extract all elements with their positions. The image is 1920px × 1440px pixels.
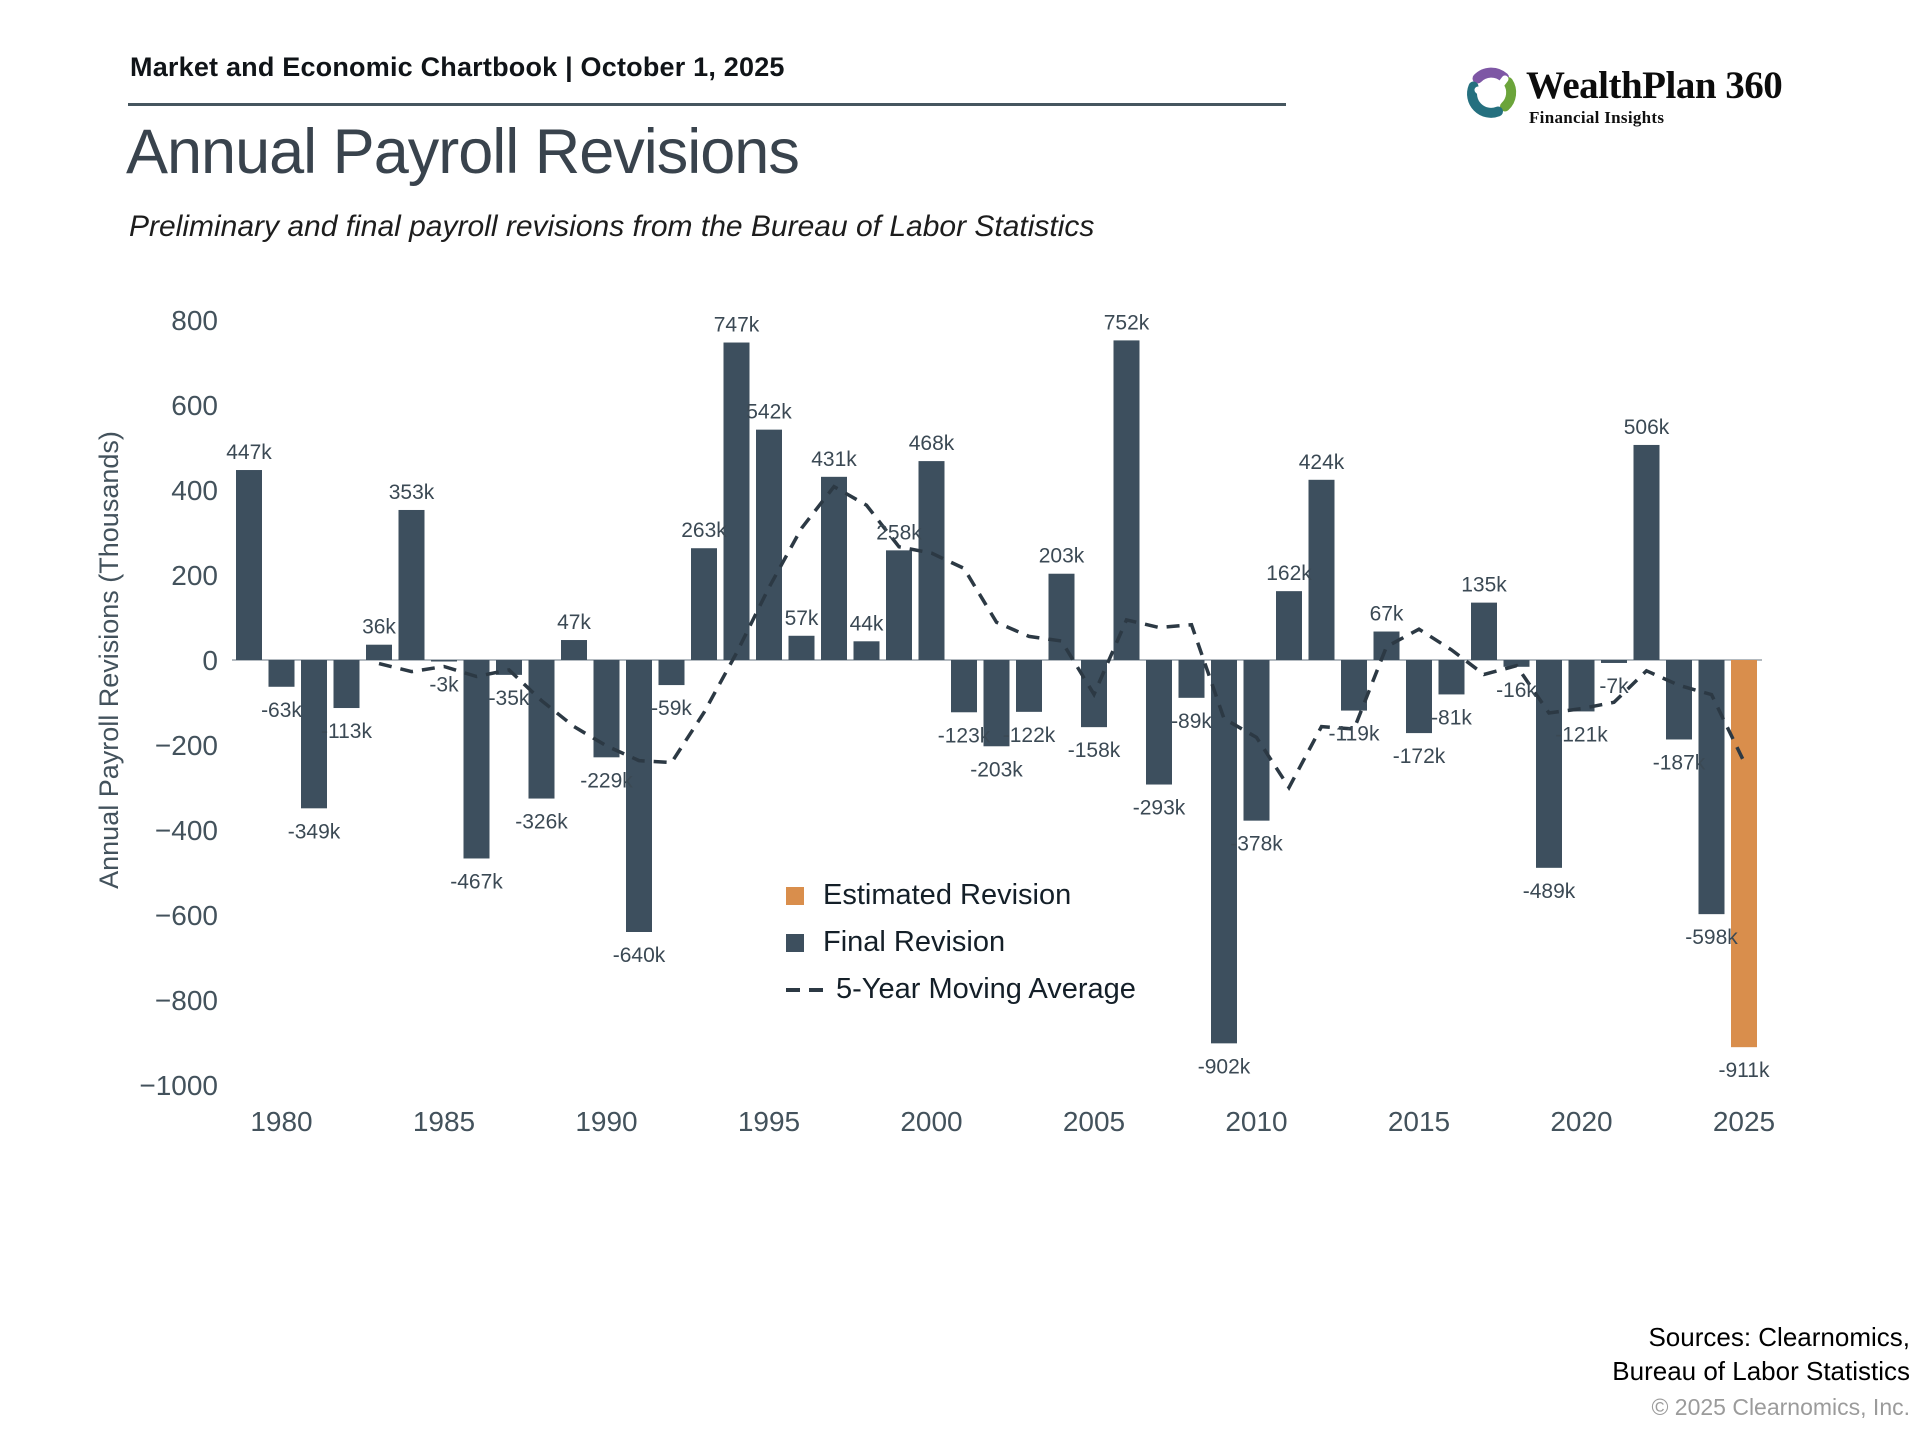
bar-value-label: -158k (1067, 739, 1121, 763)
bar-2001 (951, 660, 977, 712)
bar-1980 (269, 660, 295, 687)
report-header: Market and Economic Chartbook | October 1, 2025 (130, 52, 785, 82)
bar-value-label: 135k (1461, 573, 1507, 597)
bar-value-label: 57k (784, 606, 819, 630)
x-tick-label: 1985 (412, 1106, 476, 1137)
bar-value-label: -7k (1599, 674, 1629, 698)
x-tick-label: 1995 (737, 1106, 801, 1137)
legend-label-final: Final Revision (823, 926, 1006, 958)
bar-1983 (366, 645, 392, 660)
bar-value-label: 67k (1369, 602, 1404, 626)
bar-2006 (1114, 340, 1140, 660)
bar-value-label: -326k (515, 810, 568, 834)
bar-value-label: -35k (488, 686, 530, 710)
x-tick-label: 2005 (1062, 1106, 1126, 1137)
sources-line-2: Bureau of Labor Statistics (1612, 1356, 1910, 1387)
y-axis-title: Annual Payroll Revisions (Thousands) (94, 431, 124, 889)
bar-2003 (1016, 660, 1042, 712)
bar-value-label: -467k (450, 870, 503, 894)
bar-value-label: 44k (849, 612, 884, 636)
bar-1982 (334, 660, 360, 708)
bar-value-label: -119k (1328, 722, 1380, 746)
page-subtitle: Preliminary and final payroll revisions from the Bureau of Labor Statistics (129, 210, 1095, 243)
bar-1999 (886, 550, 912, 660)
bar-1986 (464, 660, 490, 858)
bar-1988 (529, 660, 555, 799)
bar-value-label: -229k (580, 769, 633, 793)
bar-value-label: -293k (1132, 796, 1186, 820)
footer (1612, 1320, 1910, 1421)
bar-2008 (1179, 660, 1205, 698)
legend-item-moving-average (786, 966, 1136, 1013)
bar-value-label: 263k (681, 519, 727, 543)
bar-2017 (1471, 603, 1497, 660)
bar-value-label: -349k (287, 820, 341, 844)
bar-value-label: 468k (908, 432, 955, 456)
y-tick-label: −800 (154, 985, 218, 1016)
bar-value-label: 752k (1103, 311, 1150, 335)
bar-value-label: 47k (557, 611, 591, 635)
bar-value-label: -123k (937, 724, 991, 748)
bar-value-label: 431k (811, 447, 857, 471)
bar-value-label: -203k (970, 758, 1023, 782)
bar-2020 (1569, 660, 1595, 711)
bar-1997 (821, 477, 847, 660)
bar-value-label: 447k (226, 441, 272, 465)
bar-1987 (496, 660, 522, 675)
legend-label-moving-average: 5-Year Moving Average (836, 973, 1136, 1005)
bar-value-label: -187k (1652, 751, 1706, 775)
bar-value-label: 36k (362, 615, 396, 639)
bar-2023 (1666, 660, 1692, 739)
y-tick-label: 800 (171, 305, 218, 336)
bar-2011 (1276, 591, 1302, 660)
bar-2012 (1309, 480, 1335, 660)
bar-value-label: -902k (1197, 1055, 1251, 1079)
bar-value-label: -122k (1002, 723, 1056, 747)
bar-value-label: -81k (1431, 706, 1472, 730)
y-tick-label: 200 (171, 560, 218, 591)
page-title: Annual Payroll Revisions (126, 117, 799, 187)
bar-1996 (789, 636, 815, 660)
bar-1993 (691, 548, 717, 660)
logo-tagline: Financial Insights (1529, 107, 1665, 127)
x-tick-label: 2010 (1225, 1106, 1288, 1137)
estimated-revision-swatch (786, 887, 804, 905)
bar-2022 (1634, 445, 1660, 660)
bar-value-label: -16k (1496, 678, 1537, 702)
x-tick-label: 1990 (575, 1106, 638, 1137)
x-tick-label: 2020 (1550, 1106, 1613, 1137)
bar-2000 (919, 461, 945, 660)
y-tick-label: −1000 (139, 1070, 218, 1101)
header-divider (128, 103, 1286, 106)
y-tick-label: 600 (171, 390, 218, 421)
bar-1991 (626, 660, 652, 932)
wealthplan-logo-icon (1464, 66, 1518, 120)
bar-value-label: -911k (1718, 1059, 1770, 1083)
bar-1984 (399, 510, 425, 660)
x-tick-label: 2000 (900, 1106, 963, 1137)
chart-legend (786, 872, 1136, 1013)
bar-2021 (1601, 660, 1627, 663)
y-tick-label: 400 (171, 475, 218, 506)
bar-value-label: -63k (261, 698, 302, 722)
bar-value-label: -121k (1555, 723, 1608, 747)
bar-1979 (236, 470, 262, 660)
bar-1998 (854, 641, 880, 660)
y-tick-label: −400 (154, 815, 218, 846)
bar-2015 (1406, 660, 1432, 733)
legend-item-final (786, 919, 1136, 966)
x-tick-label: 2015 (1387, 1106, 1451, 1137)
bar-2004 (1049, 574, 1075, 660)
x-tick-label: 1980 (250, 1106, 313, 1137)
bar-1990 (594, 660, 620, 757)
y-tick-label: 0 (202, 645, 218, 676)
logo (1464, 66, 1782, 128)
moving-average-dash-swatch (786, 988, 823, 992)
final-revision-swatch (786, 934, 804, 952)
bar-2025-estimated (1731, 660, 1757, 1047)
bar-value-label: -640k (612, 944, 666, 967)
bar-value-label: -172k (1392, 745, 1446, 769)
logo-name: WealthPlan 360 (1526, 64, 1783, 107)
bar-value-label: 353k (388, 480, 435, 504)
bar-value-label: -113k (321, 720, 372, 744)
bar-value-label: 203k (1038, 544, 1085, 568)
bar-1995 (756, 430, 782, 660)
bar-1994 (724, 343, 750, 660)
bar-2013 (1341, 660, 1367, 711)
bar-2019 (1536, 660, 1562, 868)
bar-value-label: 747k (713, 313, 760, 337)
bar-value-label: -89k (1171, 709, 1212, 733)
bar-1985 (431, 660, 457, 662)
bar-value-label: -489k (1522, 879, 1576, 903)
sources-line-1: Sources: Clearnomics, (1648, 1322, 1910, 1352)
y-tick-label: −200 (154, 730, 218, 761)
x-tick-label: 2025 (1712, 1106, 1776, 1137)
bar-value-label: 258k (876, 521, 922, 545)
legend-label-estimated: Estimated Revision (823, 879, 1072, 911)
bar-value-label: 506k (1623, 415, 1670, 439)
bar-value-label: -378k (1230, 832, 1283, 856)
bar-1992 (659, 660, 685, 685)
bar-2014 (1374, 632, 1400, 660)
y-tick-label: −600 (154, 900, 218, 931)
bar-value-label: -3k (429, 673, 459, 697)
bar-value-label: 162k (1266, 562, 1312, 586)
copyright: © 2025 Clearnomics, Inc. (1651, 1393, 1910, 1420)
bar-value-label: -59k (651, 697, 692, 721)
bar-2007 (1146, 660, 1172, 785)
bar-value-label: -598k (1685, 926, 1738, 950)
bar-1989 (561, 640, 587, 660)
legend-item-estimated (786, 872, 1136, 919)
bar-value-label: 542k (746, 400, 792, 424)
bar-2016 (1439, 660, 1465, 694)
bar-value-label: 424k (1298, 450, 1345, 474)
